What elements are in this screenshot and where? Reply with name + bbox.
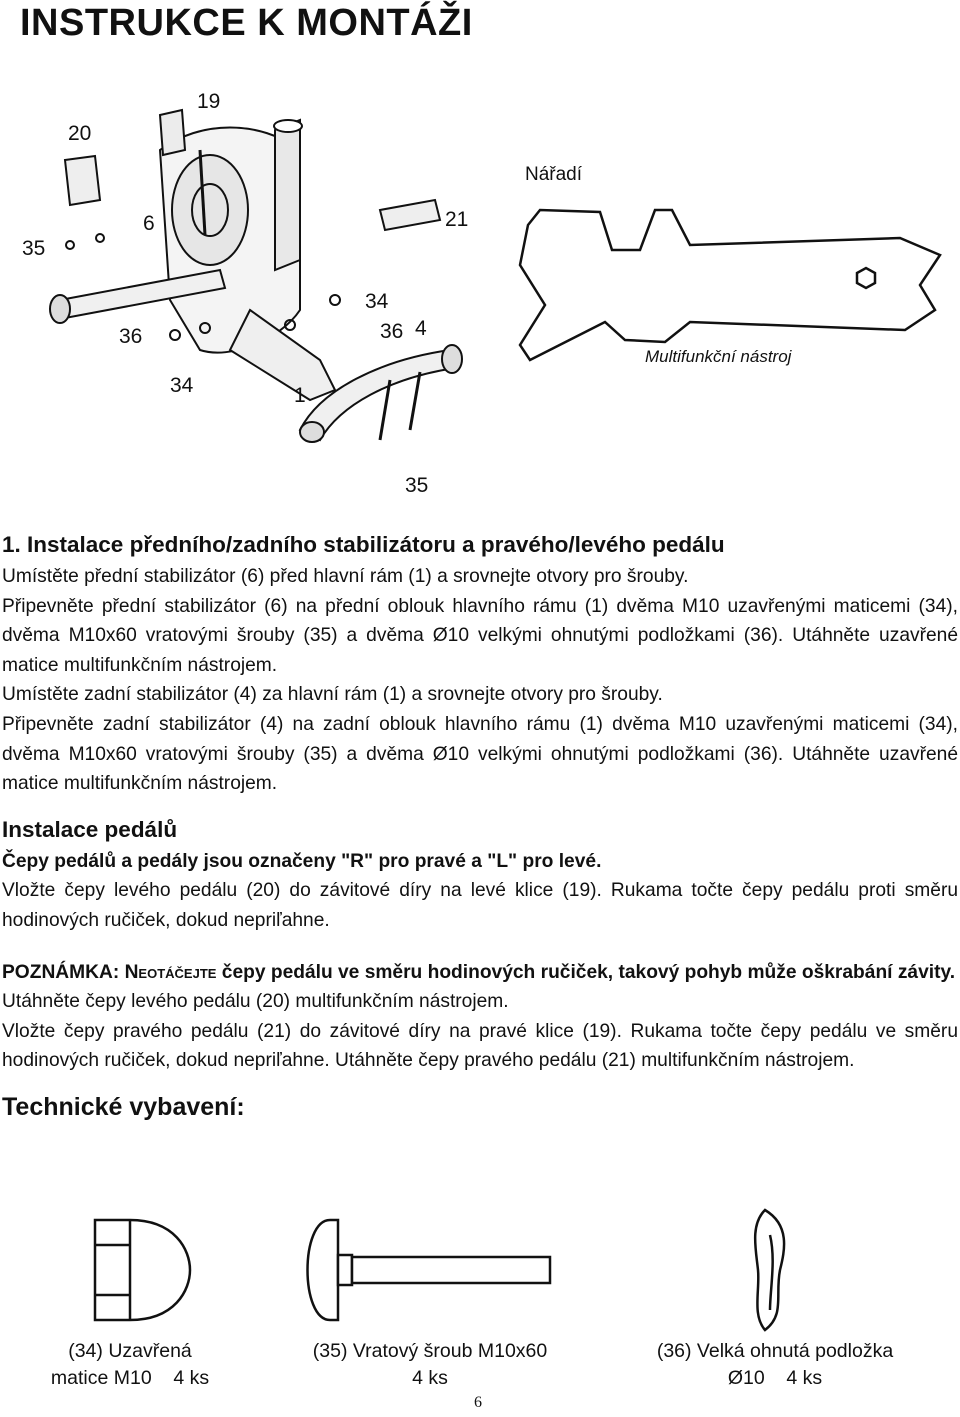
section2-paragraph-1: Vložte čepy levého pedálu (20) do závitové díry na levé klice (19). Rukama točte čepy pedálu proti směru hodinových ručiček, dokud nepriľahne. [2, 880, 958, 931]
hardware-item-washer [620, 1338, 930, 1392]
callout-34-right: 34 [365, 290, 389, 313]
curved-washer-icon [755, 1210, 784, 1330]
note-text: čepy pedálu ve směru hodinových ručiček, takový pohyb může oškrabání závity. [216, 961, 956, 983]
callout-34-left: 34 [170, 374, 194, 397]
callout-4: 4 [415, 317, 427, 340]
instructions-body [2, 528, 958, 1124]
hardware-item-line2: matice M10 4 ks [50, 1367, 210, 1389]
section2-paragraph-3: Vložte čepy pravého pedálu (21) do závitové díry na pravé klice (19). Rukama točte čepy pedálu ve směru hodinových ručiček, dokud nepriľahne. Utáhněte čepy pravého pedálu (21) multifunkčním nástrojem. [2, 1020, 958, 1072]
tool-caption: Multifunkční nástroj [645, 347, 792, 366]
section2-note [2, 958, 958, 988]
callout-35-top: 35 [22, 237, 46, 260]
callout-21: 21 [445, 208, 469, 231]
page-number: 6 [474, 1394, 482, 1411]
tool-label: Nářadí [525, 164, 583, 185]
section2-paragraph-2: Utáhněte čepy levého pedálu (20) multifunkčním nástrojem. [2, 991, 509, 1013]
callout-1: 1 [294, 384, 306, 407]
hardware-captions [0, 1338, 960, 1398]
wrench-icon [520, 210, 940, 360]
cap-nut-icon [95, 1220, 190, 1320]
callout-36-left: 36 [119, 325, 143, 348]
section2-subheading: Čepy pedálů a pedály jsou označeny "R" pro pravé a "L" pro levé. [2, 850, 602, 872]
callout-19: 19 [197, 90, 221, 113]
callout-36-right: 36 [380, 320, 404, 343]
note-emphasis: Neotáčejte [124, 961, 217, 983]
callout-6: 6 [143, 212, 155, 235]
section1-paragraph-3: Umístěte zadní stabilizátor (4) za hlavní rám (1) a srovnejte otvory pro šrouby. [2, 684, 663, 706]
section1-paragraph-1: Umístěte přední stabilizátor (6) před hlavní rám (1) a srovnejte otvory pro šrouby. [2, 566, 689, 587]
section1-paragraph-4: Připevněte zadní stabilizátor (4) na zadní oblouk hlavního rámu (1) dvěma M10 uzavřenými maticemi (34), dvěma M10x60 vratovými šrouby (35) a dvěma Ø10 velkými ohnutými podložkami (36). Utáhněte uzavřené matice multifunkčním nástrojem. [2, 713, 958, 795]
hardware-item-line1: (36) Velká ohnutá podložka [656, 1340, 894, 1362]
hardware-item-line2: Ø10 4 ks [727, 1367, 823, 1389]
bike-frame-illustration [50, 110, 462, 442]
hardware-item-bolt [280, 1338, 580, 1392]
hardware-item-line1: (34) Uzavřená [68, 1340, 192, 1362]
hardware-illustrations [0, 1200, 960, 1340]
hardware-item-line2: 4 ks [412, 1367, 448, 1389]
hardware-item-cap-nut [20, 1338, 240, 1392]
hardware-item-line1: (35) Vratový šroub M10x60 [312, 1340, 548, 1362]
section1-paragraph-2: Připevněte přední stabilizátor (6) na přední oblouk hlavního rámu (1) dvěma M10 uzavřenými maticemi (34), dvěma M10x60 vratovými šrouby (35) a dvěma Ø10 velkými ohnutými podložkami (36). Utáhněte uzavřené matice multifunkčním nástrojem. [2, 595, 958, 676]
section3-heading: Technické vybavení: [2, 1092, 245, 1121]
carriage-bolt-icon [308, 1220, 551, 1320]
section2-heading: Instalace pedálů [2, 816, 178, 842]
callout-35-bottom: 35 [405, 474, 429, 497]
callout-20: 20 [68, 122, 92, 145]
section1-heading: 1. Instalace předního/zadního stabilizátoru a pravého/levého pedálu [2, 532, 725, 557]
assembly-diagram [0, 60, 960, 500]
note-label: POZNÁMKA: [2, 961, 125, 983]
page-title: INSTRUKCE K MONTÁŽI [20, 2, 473, 44]
